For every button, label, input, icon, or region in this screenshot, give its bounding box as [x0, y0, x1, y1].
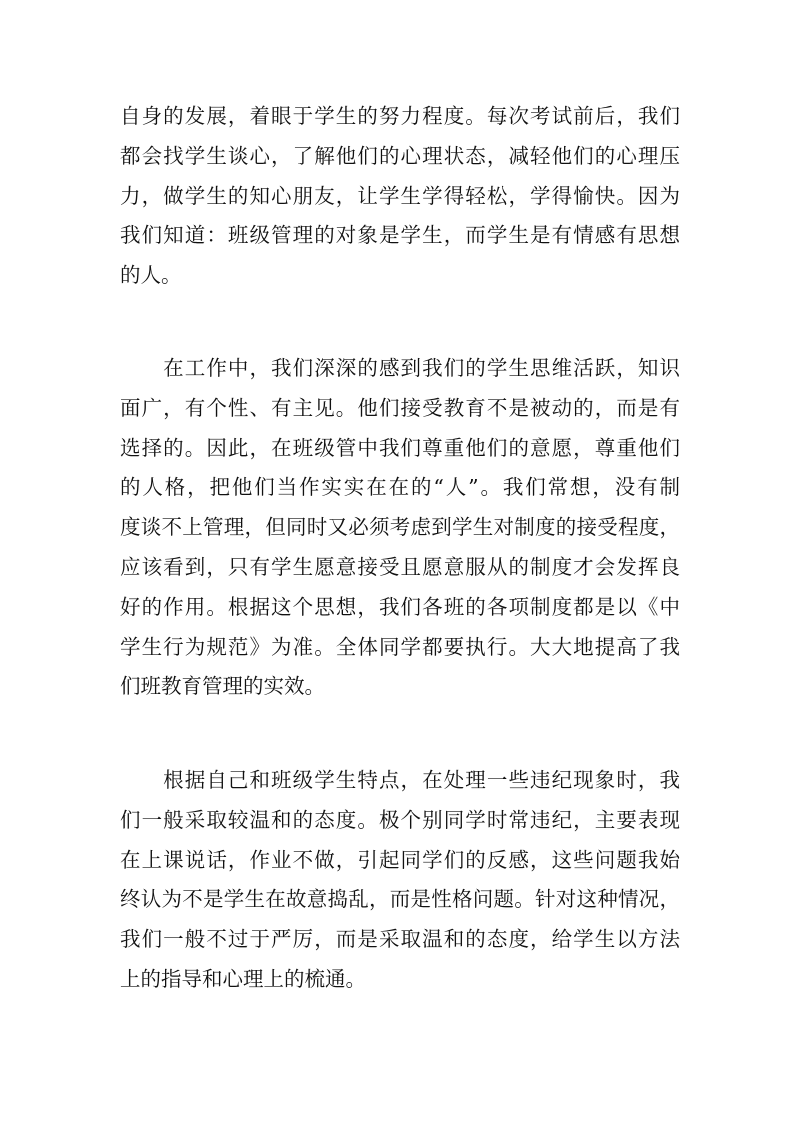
paragraph-line: 自身的发展，着眼于学生的努力程度。每次考试前后，我们 [120, 104, 680, 128]
paragraph-2 [120, 349, 680, 707]
paragraph-line: 选择的。因此，在班级管中我们尊重他们的意愿，尊重他们 [120, 435, 680, 460]
paragraph-1 [120, 97, 680, 296]
paragraph-line: 的人。 [120, 263, 182, 288]
paragraph-line: 我们知道：班级管理的对象是学生，而学生是有情感有思想 [120, 223, 680, 248]
paragraph-line: 度谈不上管理，但同时又必须考虑到学生对制度的接受程度， [120, 515, 680, 540]
paragraph-line: 应该看到，只有学生愿意接受且愿意服从的制度才会发挥良 [120, 554, 680, 579]
paragraph-line: 都会找学生谈心，了解他们的心理状态，减轻他们的心理压 [120, 143, 680, 168]
paragraph-line: 好的作用。根据这个思想，我们各班的各项制度都是以《中 [120, 594, 680, 619]
paragraph-line: 上的指导和心理上的梳通。 [120, 966, 366, 991]
paragraph-line: 面广，有个性、有主见。他们接受教育不是被动的，而是有 [120, 395, 680, 420]
paragraph-line: 学生行为规范》为准。全体同学都要执行。大大地提高了我 [120, 634, 680, 659]
paragraph-3 [120, 761, 680, 1000]
paragraph-line: 在工作中，我们深深的感到我们的学生思维活跃，知识 [120, 356, 680, 380]
paragraph-line: 终认为不是学生在故意捣乱，而是性格问题。针对这种情况， [120, 887, 680, 912]
paragraph-line: 在上课说话，作业不做，引起同学们的反感，这些问题我始 [120, 847, 680, 872]
paragraph-line: 我们一般不过于严厉，而是采取温和的态度，给学生以方法 [120, 927, 680, 952]
paragraph-line: 们班教育管理的实效。 [120, 674, 325, 699]
paragraph-line: 力，做学生的知心朋友，让学生学得轻松，学得愉快。因为 [120, 183, 680, 208]
paragraph-line: 根据自己和班级学生特点，在处理一些违纪现象时，我 [120, 768, 680, 792]
paragraph-line: 的人格，把他们当作实实在在的“人”。我们常想，没有制 [120, 475, 680, 500]
paragraph-line: 们一般采取较温和的态度。极个别同学时常违纪，主要表现 [120, 807, 680, 832]
